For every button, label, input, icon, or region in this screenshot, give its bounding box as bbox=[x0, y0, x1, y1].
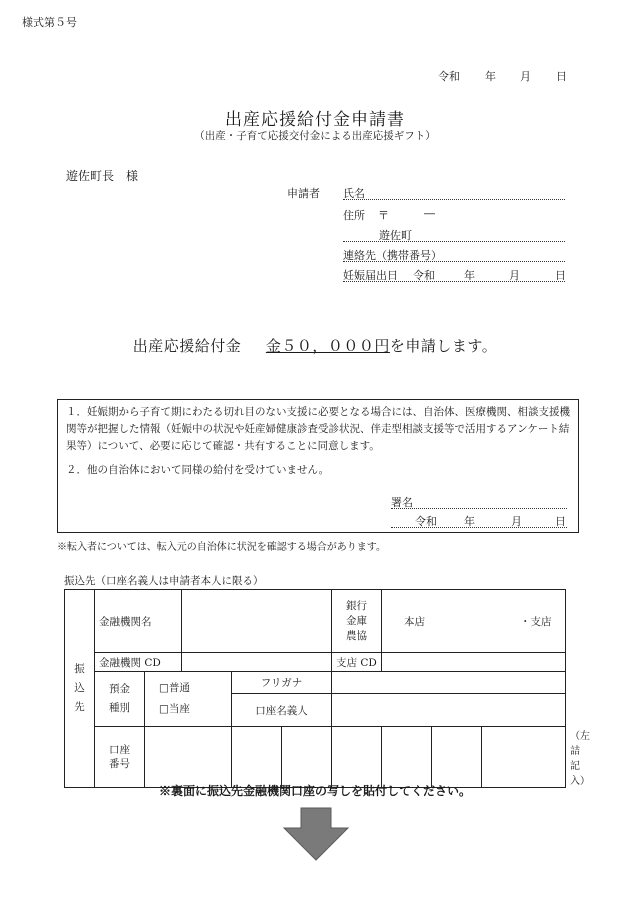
account-holder-field[interactable] bbox=[332, 694, 566, 727]
bottom-notice: ※裏面に振込先金融機関口座の写しを貼付してください。 bbox=[158, 784, 471, 798]
account-digit-2[interactable] bbox=[232, 727, 282, 788]
consent-date-month: 月 bbox=[511, 515, 522, 528]
account-digit-7[interactable] bbox=[482, 727, 566, 788]
current-checkbox[interactable]: □当座 bbox=[159, 703, 190, 715]
down-arrow-icon bbox=[282, 806, 350, 862]
branch-label: ・支店 bbox=[520, 616, 552, 628]
town-label: 遊佐町 bbox=[379, 229, 412, 242]
head-office-label: 本店 bbox=[404, 616, 425, 628]
date-day: 日 bbox=[556, 70, 567, 83]
name-field[interactable] bbox=[343, 185, 565, 200]
page-title: 出産応援給付金申請書 bbox=[225, 110, 405, 130]
pregnancy-era: 令和 bbox=[413, 269, 435, 282]
address-field[interactable] bbox=[343, 227, 565, 242]
consent-date-era: 令和 bbox=[415, 515, 437, 528]
type-shinkin: 金庫 bbox=[346, 614, 367, 627]
name-label: 氏名 bbox=[343, 187, 365, 200]
pregnancy-month: 月 bbox=[509, 269, 520, 282]
side-char-1: 振 bbox=[74, 663, 85, 675]
furigana-label: フリガナ bbox=[232, 672, 332, 694]
account-holder-label: 口座名義人 bbox=[232, 694, 332, 727]
account-digit-3[interactable] bbox=[282, 727, 332, 788]
deposit-type-label bbox=[95, 672, 145, 727]
institution-name-field[interactable] bbox=[182, 590, 332, 653]
side-char-2: 込 bbox=[74, 682, 85, 694]
pregnancy-label: 妊娠届出日 bbox=[343, 269, 398, 282]
type-nokyo: 農協 bbox=[346, 629, 367, 642]
applicant-label: 申請者 bbox=[287, 187, 320, 200]
date-month: 月 bbox=[520, 70, 531, 83]
institution-name-label: 金融機関名 bbox=[95, 590, 182, 653]
institution-cd-field[interactable] bbox=[182, 653, 332, 672]
branch-cd-label: 支店 CD bbox=[332, 653, 382, 672]
account-digit-4[interactable] bbox=[332, 727, 382, 788]
deposit-type-2: 種別 bbox=[109, 702, 130, 714]
consent-date-field[interactable] bbox=[391, 513, 567, 528]
signature-field[interactable] bbox=[391, 494, 567, 509]
furigana-field[interactable] bbox=[332, 672, 566, 694]
institution-type bbox=[332, 590, 382, 653]
postal-mark: 〒 bbox=[378, 209, 389, 222]
institution-cd-label: 金融機関 CD bbox=[95, 653, 182, 672]
bank-heading: 振込先（口座名義人は申請者本人に限る） bbox=[64, 575, 264, 587]
consent-item-1: １．妊娠期から子育て期にわたる切れ目のない支援に必要となる場合には、自治体、医療機関、相談支援機関等が把握した情報（妊娠中の状況や妊産婦健康診査受診状況、伴走型相談支援等で活用するアンケート結果等）について、必要に応じて確認・共有することに同意します。 bbox=[66, 406, 570, 452]
form-number: 様式第５号 bbox=[22, 16, 77, 29]
addressee: 遊佐町長 様 bbox=[66, 169, 139, 183]
branch-cd-field[interactable] bbox=[382, 653, 566, 672]
transfer-note: ※転入者については、転入元の自治体に状況を確認する場合があります。 bbox=[57, 542, 386, 553]
account-number-2: 番号 bbox=[109, 758, 130, 770]
consent-box bbox=[57, 399, 579, 533]
pregnancy-date-field[interactable] bbox=[343, 267, 565, 282]
signature-label: 署名 bbox=[391, 496, 413, 509]
account-number-1: 口座 bbox=[109, 744, 130, 756]
amount-prefix: 出産応援給付金 bbox=[132, 337, 242, 355]
account-digit-6[interactable] bbox=[432, 727, 482, 788]
amount-line bbox=[0, 335, 630, 356]
bank-table: 振 込 先 金融機関名 銀行 金庫 農協 本店 ・支店 金融機関 CD 支店 CD 預金 種別 □普通 □当座 フリガナ 口座名義人 口座 番号 （左詰記入） bbox=[64, 589, 566, 788]
amount-value: 金５０，０００円 bbox=[265, 337, 390, 355]
consent-date-day: 日 bbox=[555, 515, 566, 528]
contact-label: 連絡先（携帯番号） bbox=[343, 249, 442, 262]
bank-side-label bbox=[65, 590, 95, 788]
account-number-label bbox=[95, 727, 145, 788]
deposit-type-1: 預金 bbox=[109, 683, 130, 695]
postal-dash: ― bbox=[424, 207, 435, 220]
page-subtitle: （出産・子育て応援交付金による出産応援ギフト） bbox=[194, 130, 436, 142]
contact-field[interactable] bbox=[343, 247, 565, 262]
amount-suffix: を申請します。 bbox=[389, 337, 498, 355]
address-label: 住所 bbox=[343, 209, 365, 222]
consent-item-2: ２．他の自治体において同様の給付を受けていません。 bbox=[66, 464, 330, 476]
ordinary-checkbox[interactable]: □普通 bbox=[159, 682, 190, 694]
account-digit-1[interactable] bbox=[145, 727, 232, 788]
branch-field[interactable] bbox=[382, 590, 566, 653]
account-digit-5[interactable] bbox=[382, 727, 432, 788]
deposit-type-options[interactable] bbox=[145, 672, 232, 727]
date-year: 年 bbox=[485, 70, 496, 83]
type-bank: 銀行 bbox=[346, 599, 367, 612]
pregnancy-year: 年 bbox=[464, 269, 475, 282]
pregnancy-day: 日 bbox=[555, 269, 566, 282]
date-era: 令和 bbox=[438, 70, 460, 83]
consent-date-year: 年 bbox=[464, 515, 475, 528]
side-char-3: 先 bbox=[74, 701, 85, 713]
